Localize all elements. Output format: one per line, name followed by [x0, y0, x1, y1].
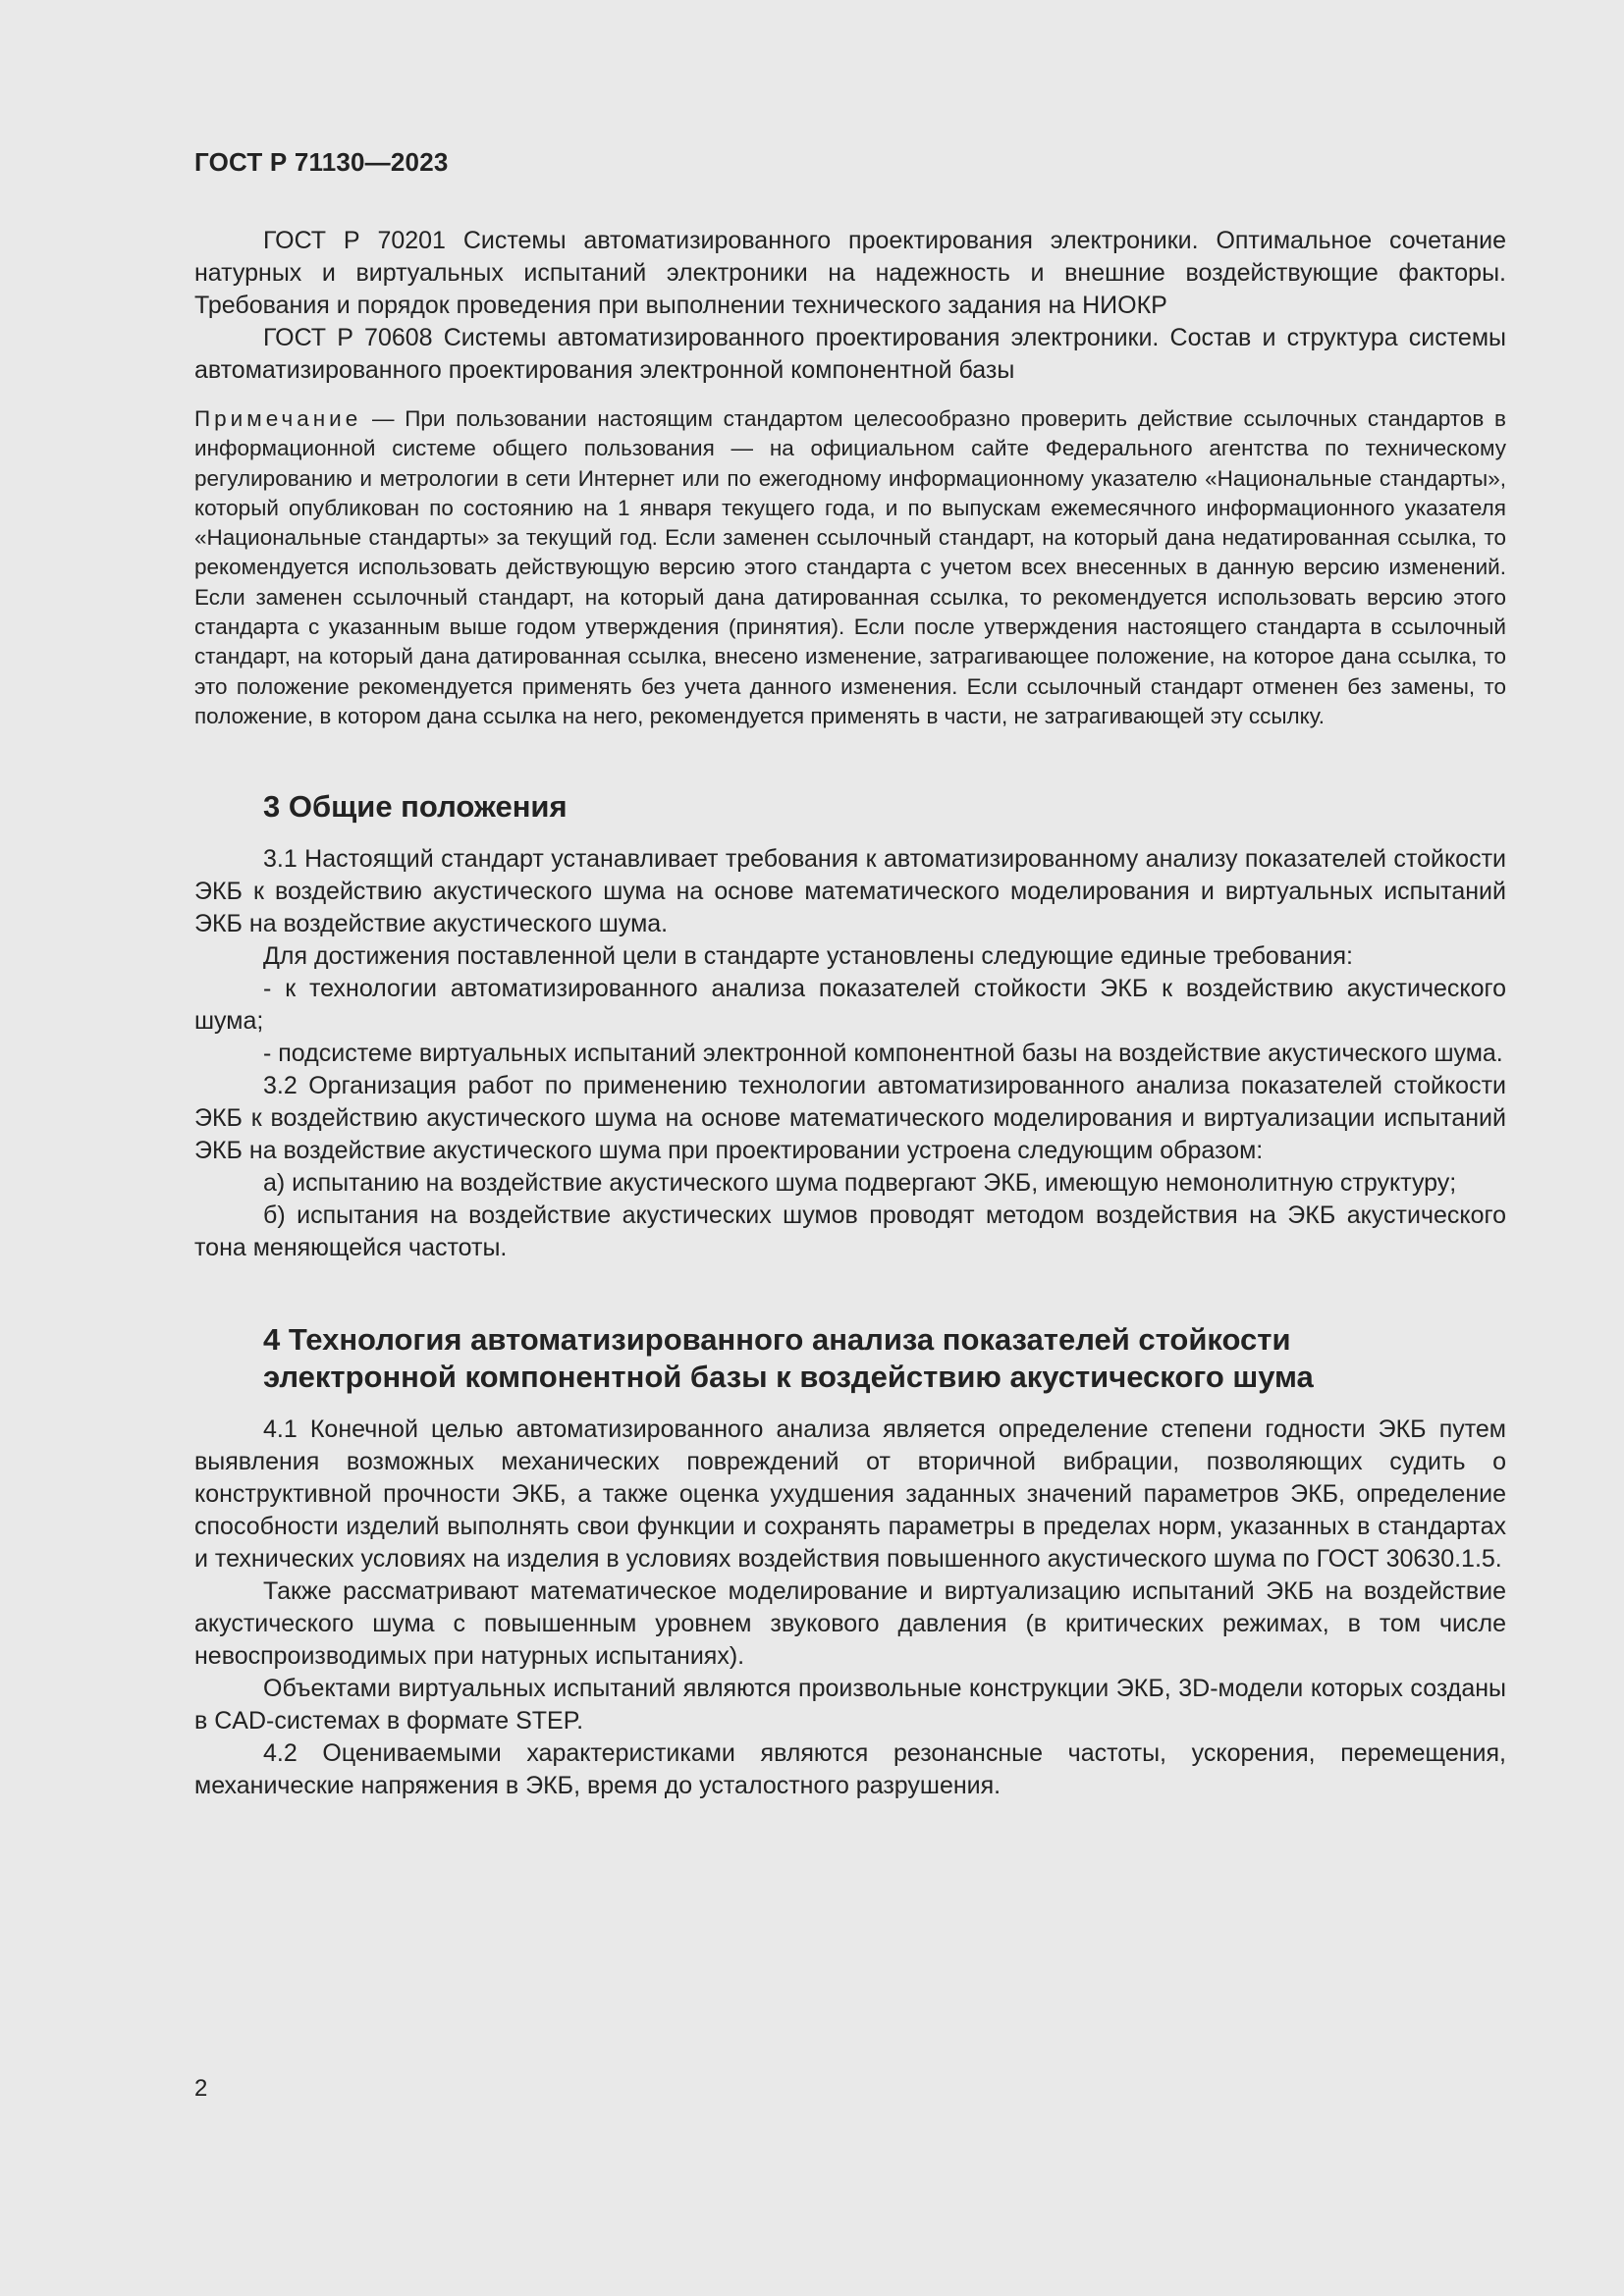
- paragraph-3-2: 3.2 Организация работ по применению технологии автоматизированного анализа показателей стойкости ЭКБ к воздействию акустического шума на основе математического моделирования и виртуализации испытаний ЭКБ на воздействие акустического шума при проектировании устроена следующим образом:: [194, 1072, 1506, 1165]
- paragraph-modeling: Также рассматривают математическое моделирование и виртуализацию испытаний ЭКБ на воздействие акустического шума с повышенным уровнем звукового давления (в критических режимах, в том числе невоспроизводимых при натурных испытаниях).: [194, 1577, 1506, 1671]
- reference-gost-70201: ГОСТ Р 70201 Системы автоматизированного проектирования электроники. Оптимальное сочетание натурных и виртуальных испытаний электроники на надежность и внешние воздействующие факторы. Требования и порядок проведения при выполнении технического задания на НИОКР: [194, 227, 1506, 319]
- list-item-a: а) испытанию на воздействие акустического шума подвергают ЭКБ, имеющую немонолитную структуру;: [263, 1169, 1457, 1198]
- section-4-heading-line1: 4 Технология автоматизированного анализа показателей стойкости: [263, 1322, 1291, 1358]
- note-label: Примечание: [194, 406, 362, 431]
- note-text: При пользовании настоящим стандартом целесообразно проверить действие ссылочных стандартов в информационной системе общего пользования — на официальном сайте Федерального агентства по техническому регулированию и метрологии в сети Интернет или по ежегодному информационному указателю «Национальные стандарты», который опубликован по состоянию на 1 января текущего года, и по выпускам ежемесячного информационного указателя «Национальные стандарты» за текущий год. Если заменен ссылочный стандарт, на который дана недатированная ссылка, то рекомендуется использовать действующую версию этого стандарта с учетом всех внесенных в данную версию изменений. Если заменен ссылочный стандарт, на который дана датированная ссылка, то рекомендуется использовать версию этого стандарта с указанным выше годом утверждения (принятия). Если после утверждения настоящего стандарта в ссылочный стандарт, на который дана датированная ссылка, внесено изменение, затрагивающее положение, на которое дана ссылка, то это положение рекомендуется применять без учета данного изменения. Если ссылочный стандарт отменен без замены, то положение, в котором дана ссылка на него, рекомендуется применять в части, не затрагивающей эту ссылку.: [194, 406, 1506, 728]
- section-3-heading: 3 Общие положения: [263, 789, 568, 825]
- reference-gost-70608: ГОСТ Р 70608 Системы автоматизированного проектирования электроники. Состав и структура системы автоматизированного проектирования электронной компонентной базы: [194, 324, 1506, 384]
- paragraph-4-1: 4.1 Конечной целью автоматизированного анализа является определение степени годности ЭКБ путем выявления возможных механических повреждений от вторичной вибрации, позволяющих судить о конструктивной прочности ЭКБ, а также оценка ухудшения заданных значений параметров ЭКБ, определение способности изделий выполнять свои функции и сохранять параметры в пределах норм, указанных в стандартах и технических условиях на изделия в условиях воздействия повышенного акустического шума по ГОСТ 30630.1.5.: [194, 1415, 1506, 1574]
- list-item-subsystem: - подсистеме виртуальных испытаний электронной компонентной базы на воздействие акустического шума.: [263, 1040, 1503, 1068]
- paragraph-requirements-intro: Для достижения поставленной цели в стандарте установлены следующие единые требования:: [263, 942, 1353, 971]
- note-block: [194, 404, 1506, 731]
- section-4-heading: [263, 1321, 1506, 1396]
- section-4-heading-line2: электронной компонентной базы к воздействию акустического шума: [263, 1360, 1314, 1395]
- note-dash: —: [361, 406, 406, 431]
- list-item-b: б) испытания на воздействие акустических шумов проводят методом воздействия на ЭКБ акустического тона меняющейся частоты.: [194, 1201, 1506, 1262]
- paragraph-3-1: 3.1 Настоящий стандарт устанавливает требования к автоматизированному анализу показателей стойкости ЭКБ к воздействию акустического шума на основе математического моделирования и виртуальных испытаний ЭКБ на воздействие акустического шума.: [194, 845, 1506, 938]
- paragraph-objects: Объектами виртуальных испытаний являются произвольные конструкции ЭКБ, 3D-модели которых созданы в CAD-системах в формате STEP.: [194, 1675, 1506, 1735]
- page-number: 2: [194, 2075, 208, 2102]
- paragraph-4-2: 4.2 Оцениваемыми характеристиками являются резонансные частоты, ускорения, перемещения, механические напряжения в ЭКБ, время до усталостного разрушения.: [194, 1739, 1506, 1800]
- list-item-technology: - к технологии автоматизированного анализа показателей стойкости ЭКБ к воздействию акустического шума;: [194, 975, 1506, 1036]
- running-header: ГОСТ Р 71130—2023: [194, 147, 449, 177]
